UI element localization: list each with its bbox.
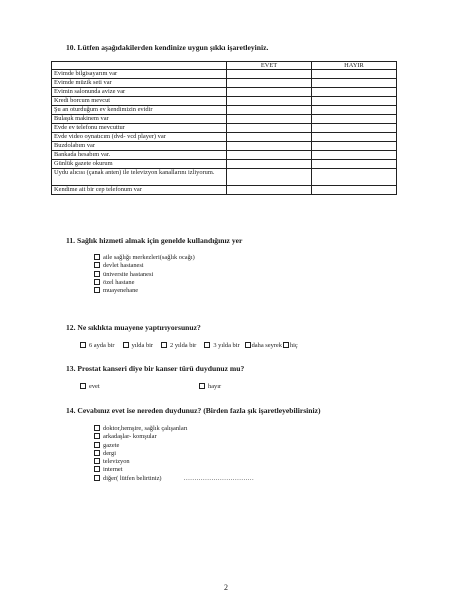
q10-header-no: HAYIR — [312, 62, 397, 70]
q10-no-cell[interactable] — [312, 115, 397, 124]
q10-title: 10. Lütfen aşağıdakilerden kendinize uygun şıkkı işaretleyiniz. — [66, 43, 269, 52]
q10-row-label: Uydu alıcısı (çanak anten) ile televizyon kanallarını izliyorum. — [52, 169, 227, 186]
q10-no-cell[interactable] — [312, 169, 397, 186]
q10-yes-cell[interactable] — [227, 97, 312, 106]
q10-no-cell[interactable] — [312, 186, 397, 195]
q11-option[interactable]: aile sağlığı merkezleri(sağlık ocağı) — [94, 254, 195, 262]
checkbox[interactable] — [161, 342, 167, 348]
q12-options — [80, 342, 298, 349]
q11-option[interactable]: özel hastane — [94, 279, 195, 287]
q10-row-label: Evde video oynatıcım (dvd- vcd player) var — [52, 133, 227, 142]
q10-row-label: Günlük gazete okurum — [52, 160, 227, 169]
q13-title: 13. Prostat kanseri diye bir kanser türü duydunuz mu? — [66, 364, 245, 373]
q12-option[interactable]: 2 yılda bir — [161, 342, 196, 349]
q11-title: 11. Sağlık hizmeti almak için genelde kullandığınız yer — [66, 236, 243, 245]
q13-option-yes[interactable]: evet — [80, 383, 100, 390]
checkbox[interactable] — [94, 254, 100, 260]
checkbox[interactable] — [94, 287, 100, 293]
q10-no-cell[interactable] — [312, 106, 397, 115]
checkbox[interactable] — [80, 383, 86, 389]
q10-yes-cell[interactable] — [227, 142, 312, 151]
q12-option[interactable]: hiç — [283, 342, 298, 349]
q10-no-cell[interactable] — [312, 79, 397, 88]
q10-yes-cell[interactable] — [227, 124, 312, 133]
q13-option-no[interactable]: hayır — [199, 383, 221, 390]
q10-row-label: Kredi borcum mevcut — [52, 97, 227, 106]
q12-option[interactable]: 6 ayda bir — [80, 342, 115, 349]
q10-yes-cell[interactable] — [227, 151, 312, 160]
checkbox[interactable] — [94, 271, 100, 277]
q10-no-cell[interactable] — [312, 151, 397, 160]
q10-yes-cell[interactable] — [227, 79, 312, 88]
q14-option[interactable]: televizyon — [94, 458, 254, 466]
q10-no-cell[interactable] — [312, 160, 397, 169]
q10-row-label: Evde ev telefonu mevcuttur — [52, 124, 227, 133]
checkbox[interactable] — [94, 262, 100, 268]
q14-option[interactable]: internet — [94, 466, 254, 474]
q11-option[interactable]: muayenehane — [94, 287, 195, 295]
q14-option[interactable]: dergi — [94, 450, 254, 458]
q10-yes-cell[interactable] — [227, 115, 312, 124]
q10-no-cell[interactable] — [312, 133, 397, 142]
q10-row-label: Evimde bilgisayarım var — [52, 70, 227, 79]
checkbox[interactable] — [199, 383, 205, 389]
checkbox[interactable] — [94, 425, 100, 431]
q14-option[interactable]: gazete — [94, 442, 254, 450]
checkbox[interactable] — [94, 450, 100, 456]
q10-row-label: Bulaşık makinem var — [52, 115, 227, 124]
q12-option[interactable]: daha seyrek — [245, 342, 282, 349]
q10-yes-cell[interactable] — [227, 169, 312, 186]
q10-no-cell[interactable] — [312, 88, 397, 97]
checkbox[interactable] — [94, 279, 100, 285]
q10-yes-cell[interactable] — [227, 106, 312, 115]
page-number: 2 — [224, 583, 228, 592]
q11-option[interactable]: üniversite hastanesi — [94, 271, 195, 279]
q10-yes-cell[interactable] — [227, 186, 312, 195]
q14-option[interactable]: diğer( lütfen belirtiniz) …………………………… — [94, 475, 254, 483]
q10-row-label: Şu an oturduğum ev kendimizin evidir — [52, 106, 227, 115]
q10-yes-cell[interactable] — [227, 70, 312, 79]
q10-yes-cell[interactable] — [227, 133, 312, 142]
q12-title: 12. Ne sıklıkta muayene yaptırıyorsunuz? — [66, 323, 201, 332]
checkbox[interactable] — [204, 342, 210, 348]
checkbox[interactable] — [94, 442, 100, 448]
q10-no-cell[interactable] — [312, 97, 397, 106]
q10-no-cell[interactable] — [312, 124, 397, 133]
q12-option[interactable]: yılda bir — [123, 342, 153, 349]
q10-yes-cell[interactable] — [227, 88, 312, 97]
checkbox[interactable] — [245, 342, 251, 348]
checkbox[interactable] — [94, 458, 100, 464]
q11-option[interactable]: devlet hastanesi — [94, 262, 195, 270]
q14-title: 14. Cevabınız evet ise nereden duydunuz? (Birden fazla şık işaretleyebilirsiniz) — [66, 406, 321, 415]
q10-header-yes: EVET — [227, 62, 312, 70]
checkbox[interactable] — [94, 475, 100, 481]
q14-option[interactable]: doktor,hemşire, sağlık çalışanları — [94, 425, 254, 433]
q10-row-label: Buzdolabım var — [52, 142, 227, 151]
checkbox[interactable] — [80, 342, 86, 348]
checkbox[interactable] — [94, 466, 100, 472]
q10-yes-cell[interactable] — [227, 160, 312, 169]
q10-row-label: Evimde müzik seti var — [52, 79, 227, 88]
q12-option[interactable]: 3 yılda bir — [204, 342, 239, 349]
q10-no-cell[interactable] — [312, 142, 397, 151]
q11-options — [94, 254, 195, 295]
checkbox[interactable] — [123, 342, 129, 348]
q14-option[interactable]: arkadaşlar- komşular — [94, 433, 254, 441]
checkbox[interactable] — [94, 433, 100, 439]
q10-no-cell[interactable] — [312, 70, 397, 79]
q10-row-label: Evimin salonunda avize var — [52, 88, 227, 97]
q10-table — [51, 61, 397, 195]
q10-header-blank — [52, 62, 227, 70]
q10-row-label: Kendime ait bir cep telefonum var — [52, 186, 227, 195]
checkbox[interactable] — [283, 342, 289, 348]
other-fill-line[interactable]: …………………………… — [183, 474, 254, 482]
q14-options — [94, 425, 254, 483]
q10-row-label: Bankada hesabım var. — [52, 151, 227, 160]
